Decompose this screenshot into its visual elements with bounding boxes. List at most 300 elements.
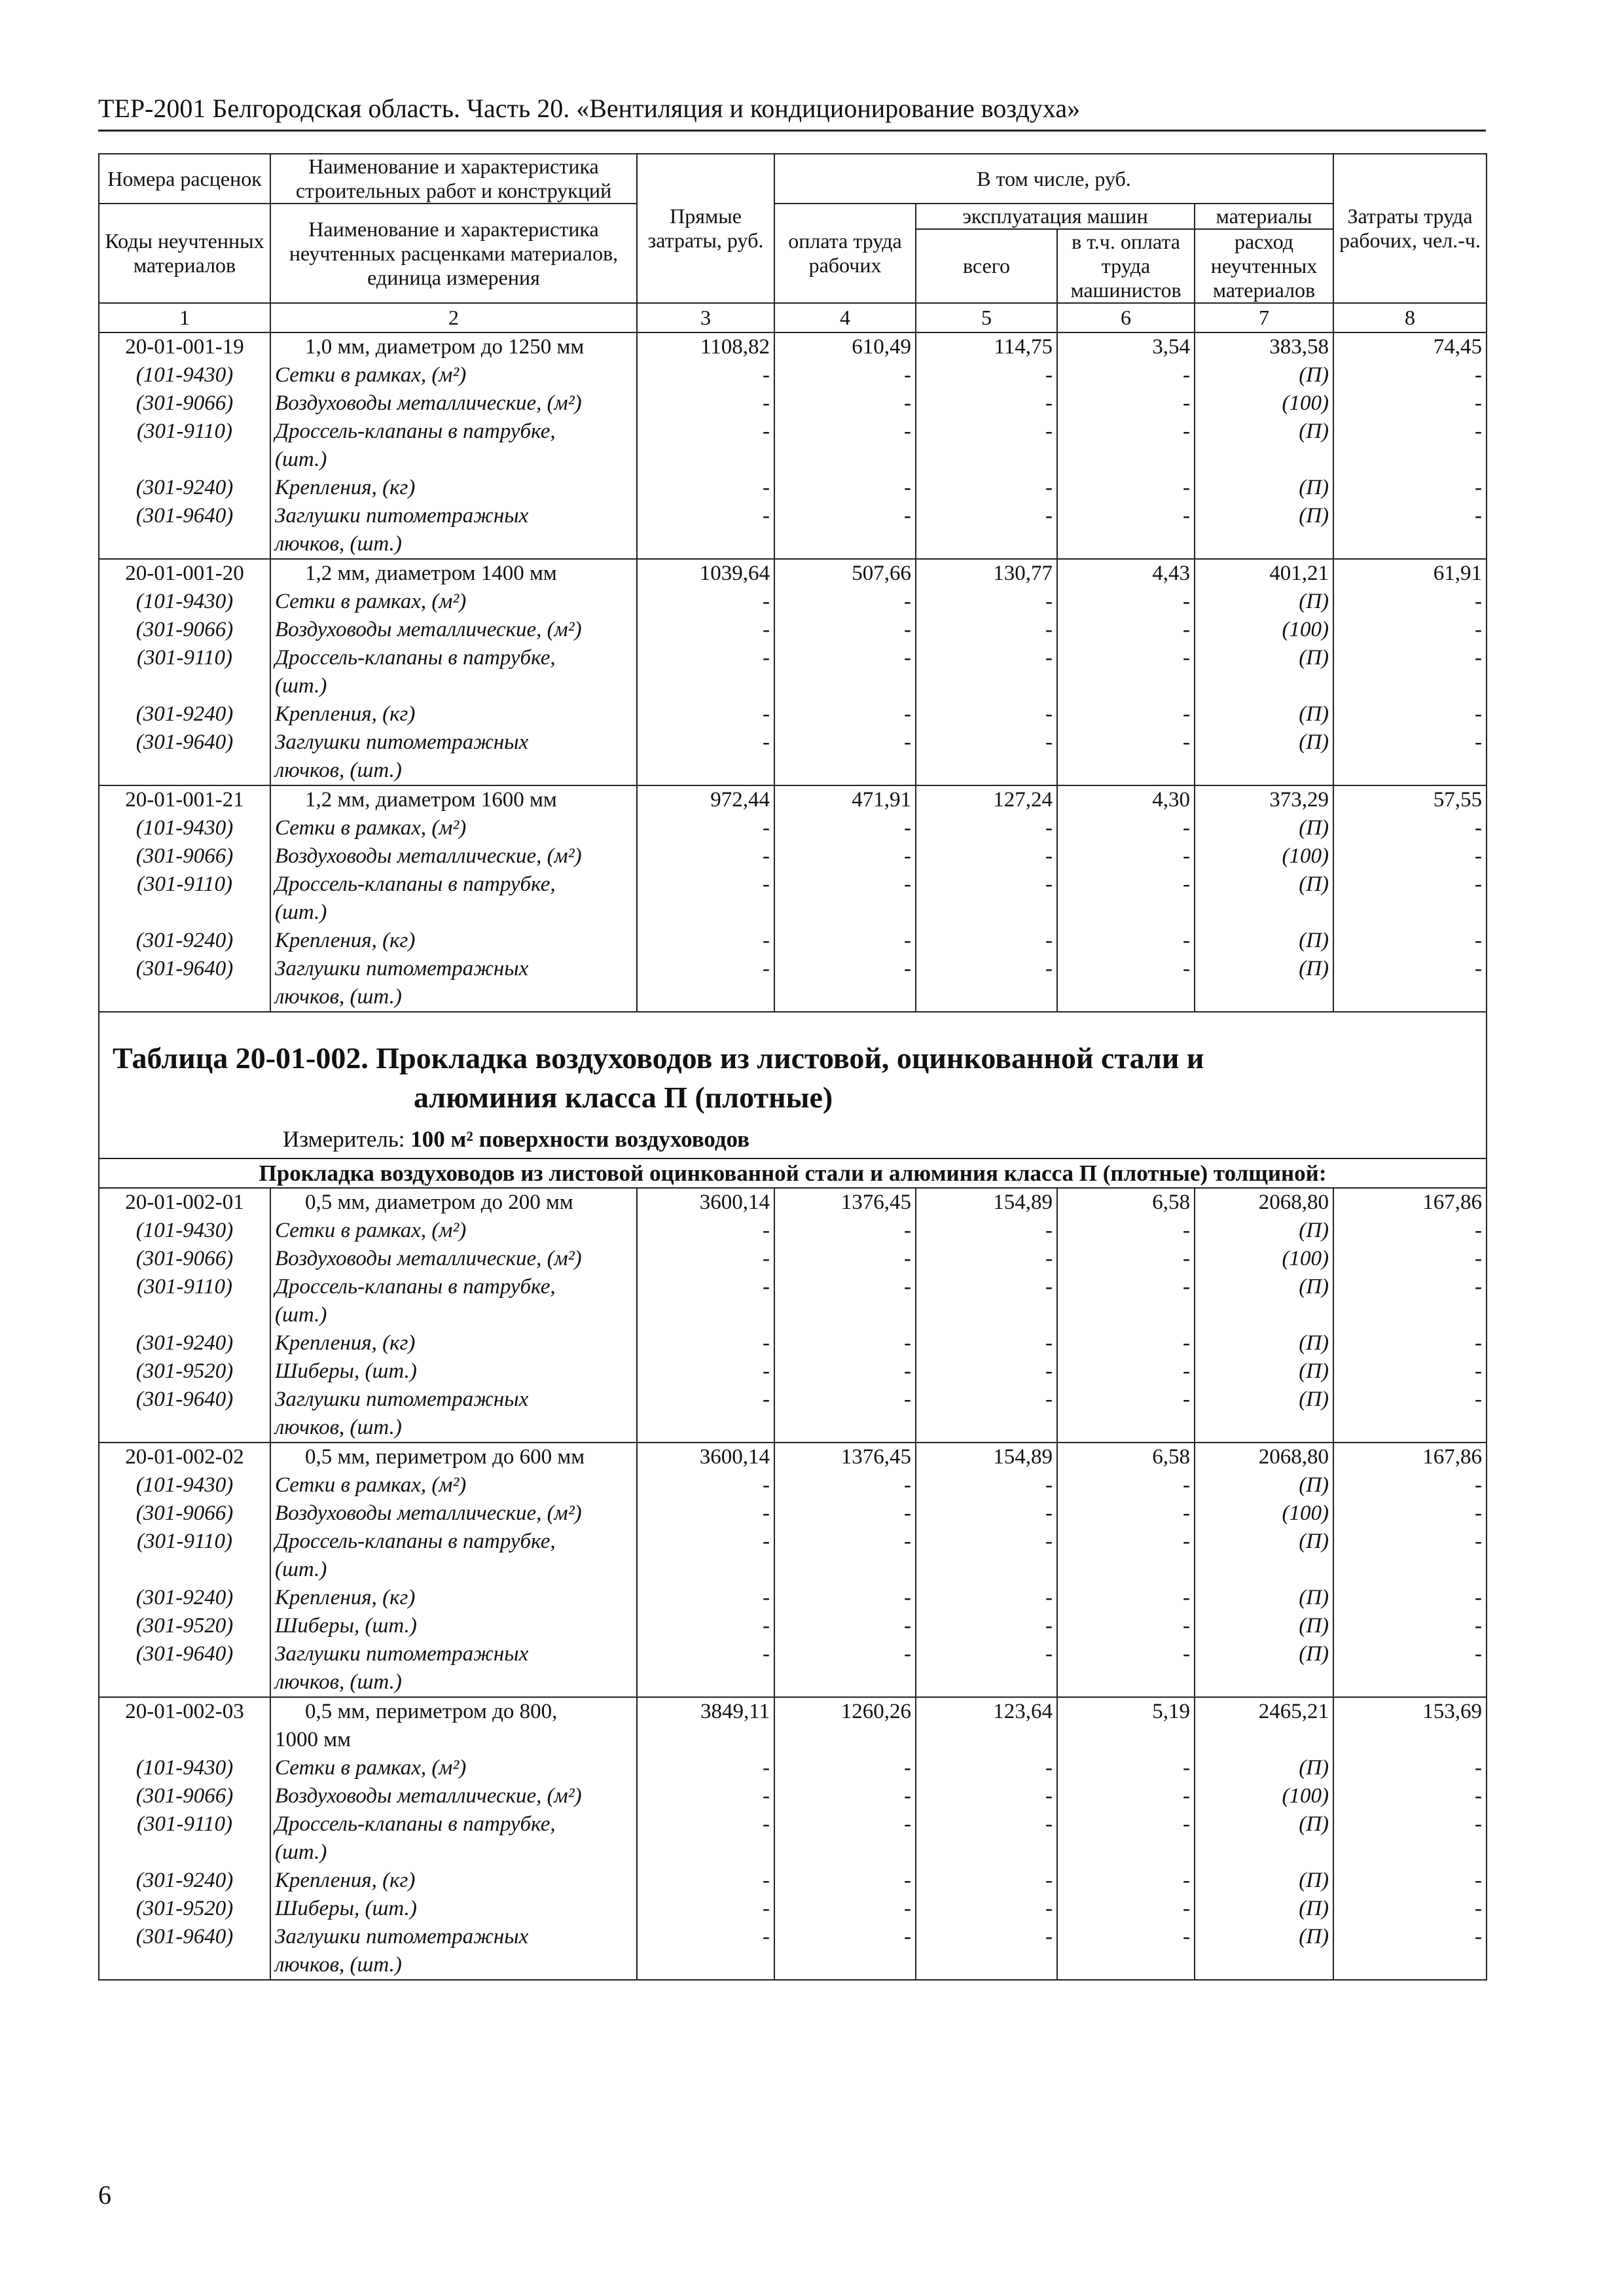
dash-cell: - [1057,1528,1195,1556]
dash-cell: - [1057,389,1195,418]
dash-cell: - [916,418,1057,446]
dash-cell: - [637,588,774,616]
dash-cell: - [1057,1386,1195,1414]
table-row-continuation [99,983,1487,1012]
dash-cell: - [637,1895,774,1923]
rate-value: 610,49 [774,332,916,361]
empty-cell [916,1301,1057,1329]
dash-cell: - [1057,361,1195,389]
empty-cell [99,1951,270,1980]
dash-cell: - [916,1357,1057,1386]
empty-cell [774,1951,916,1980]
table-row-material [99,870,1487,899]
empty-cell [637,446,774,474]
rate-value: 153,69 [1333,1697,1487,1726]
dash-cell: - [774,700,916,728]
empty-cell [99,1414,270,1443]
col-labor: оплата труда рабочих [774,204,916,303]
dash-cell: - [1333,1923,1487,1951]
empty-cell [637,1668,774,1697]
table-row-material [99,728,1487,757]
dash-cell: - [1333,1329,1487,1357]
material-name-continued: (шт.) [270,446,637,474]
material-code: (301-9240) [99,1584,270,1612]
dash-cell: - [1057,474,1195,502]
table-row-continuation [99,757,1487,785]
dash-cell: - [637,1640,774,1668]
dash-cell: - [637,955,774,983]
empty-cell [774,983,916,1012]
rate-value: 167,86 [1333,1443,1487,1471]
empty-cell [637,899,774,927]
dash-cell: - [1333,1386,1487,1414]
empty-cell [1057,983,1195,1012]
rate-value: 3600,14 [637,1443,774,1471]
dash-cell: - [1333,1584,1487,1612]
table-row-continuation [99,1726,1487,1754]
dash-cell: - [774,1923,916,1951]
material-code: (101-9430) [99,1754,270,1782]
empty-cell [774,672,916,700]
dash-cell: - [637,927,774,955]
material-name: Сетки в рамках, (м²) [270,588,637,616]
table-row-continuation [99,1839,1487,1867]
material-name: Крепления, (кг) [270,927,637,955]
table-row-material [99,1329,1487,1357]
dash-cell: - [1333,1895,1487,1923]
material-name: Сетки в рамках, (м²) [270,1217,637,1245]
table-row-material [99,1810,1487,1839]
page-number: 6 [98,2180,111,2210]
rate-name: 1,2 мм, диаметром 1400 мм [270,559,637,588]
dash-cell: - [916,1867,1057,1895]
dash-cell: - [916,1245,1057,1273]
rate-value: 130,77 [916,559,1057,588]
col-direct: Прямые затраты, руб. [637,154,774,303]
table-row-material [99,927,1487,955]
dash-cell: - [774,1754,916,1782]
empty-cell [1057,446,1195,474]
material-code: (301-9520) [99,1895,270,1923]
dash-cell: - [774,1386,916,1414]
dash-cell: - [916,389,1057,418]
material-name: Дроссель-клапаны в патрубке, [270,1273,637,1301]
material-code: (301-9110) [99,418,270,446]
dash-cell: - [637,1217,774,1245]
empty-cell [1333,1301,1487,1329]
col-name-bottom: Наименование и характеристика неучтенных расценками материалов, единица измерения [270,204,637,303]
empty-cell [774,1839,916,1867]
dash-cell: - [637,474,774,502]
empty-cell [1195,1951,1333,1980]
table-row-material [99,1245,1487,1273]
dash-cell: - [916,1273,1057,1301]
dash-cell: - [1057,418,1195,446]
material-qty: (П) [1195,1471,1333,1499]
dash-cell: - [774,1895,916,1923]
table-body-section-1 [99,332,1487,1012]
header-rule [98,130,1486,132]
rate-name: 0,5 мм, периметром до 600 мм [270,1443,637,1471]
empty-cell [637,1951,774,1980]
dash-cell: - [774,588,916,616]
table-row-rate [99,785,1487,814]
rate-name: 1,0 мм, диаметром до 1250 мм [270,332,637,361]
empty-cell [637,672,774,700]
column-numbers-row [99,303,1487,332]
material-code: (101-9430) [99,588,270,616]
material-code: (301-9640) [99,955,270,983]
dash-cell: - [637,728,774,757]
table-row-material [99,418,1487,446]
empty-cell [1333,1951,1487,1980]
col-name-top: Наименование и характеристика строительных работ и конструкций [270,154,637,204]
material-name-continued: (шт.) [270,899,637,927]
dash-cell: - [1333,870,1487,899]
material-code: (301-9240) [99,700,270,728]
dash-cell: - [1057,700,1195,728]
rate-value: 5,19 [1057,1697,1195,1726]
material-qty: (П) [1195,644,1333,672]
dash-cell: - [637,1329,774,1357]
col-number: 1 [99,303,270,332]
material-qty: (П) [1195,1867,1333,1895]
dash-cell: - [774,418,916,446]
dash-cell: - [637,1245,774,1273]
empty-cell [1333,1839,1487,1867]
dash-cell: - [637,1584,774,1612]
empty-cell [1333,446,1487,474]
empty-cell [774,899,916,927]
dash-cell: - [774,955,916,983]
rate-value: 1260,26 [774,1697,916,1726]
material-qty: (П) [1195,1640,1333,1668]
table-row-continuation [99,672,1487,700]
rate-value: 154,89 [916,1188,1057,1217]
empty-cell [1333,1414,1487,1443]
empty-cell [1057,899,1195,927]
empty-cell [1195,1301,1333,1329]
rate-code: 20-01-002-03 [99,1697,270,1726]
col-materials-unaccounted: расход неучтенных материалов [1195,229,1333,303]
dash-cell: - [637,361,774,389]
dash-cell: - [1057,927,1195,955]
empty-cell [637,530,774,559]
table-row-material [99,1386,1487,1414]
dash-cell: - [916,1499,1057,1528]
dash-cell: - [1333,955,1487,983]
material-name: Шиберы, (шт.) [270,1895,637,1923]
material-qty: (П) [1195,1810,1333,1839]
material-qty: (П) [1195,1754,1333,1782]
table-row-material [99,1217,1487,1245]
material-qty: (П) [1195,1584,1333,1612]
col-number: 5 [916,303,1057,332]
dash-cell: - [637,644,774,672]
material-code: (101-9430) [99,1471,270,1499]
rate-code: 20-01-001-21 [99,785,270,814]
material-code: (301-9066) [99,1245,270,1273]
dash-cell: - [1057,1895,1195,1923]
empty-cell [1333,1668,1487,1697]
dash-cell: - [916,1329,1057,1357]
dash-cell: - [1333,1867,1487,1895]
dash-cell: - [774,1329,916,1357]
material-code: (301-9640) [99,1386,270,1414]
empty-cell [1057,1668,1195,1697]
table-row-material [99,1640,1487,1668]
dash-cell: - [1333,842,1487,870]
table-row-continuation [99,1556,1487,1584]
empty-cell [1333,1556,1487,1584]
dash-cell: - [774,1528,916,1556]
dash-cell: - [637,1528,774,1556]
rate-value: 154,89 [916,1443,1057,1471]
material-qty: (П) [1195,1357,1333,1386]
material-code: (301-9240) [99,927,270,955]
rate-value: 3849,11 [637,1697,774,1726]
material-name: Заглушки питометражных [270,728,637,757]
empty-cell [637,757,774,785]
empty-cell [774,1668,916,1697]
empty-cell [1057,1951,1195,1980]
material-qty: (П) [1195,814,1333,842]
dash-cell: - [1057,870,1195,899]
dash-cell: - [1333,927,1487,955]
material-qty: (П) [1195,588,1333,616]
running-header: ТЕР-2001 Белгородская область. Часть 20. «Вентиляция и кондиционирование воздуха» [98,94,1081,123]
dash-cell: - [637,502,774,530]
dash-cell: - [1333,1612,1487,1640]
rate-value: 123,64 [916,1697,1057,1726]
empty-cell [1195,1668,1333,1697]
dash-cell: - [774,644,916,672]
rate-value: 74,45 [1333,332,1487,361]
col-worker-hours: Затраты труда рабочих, чел.-ч. [1333,154,1487,303]
material-name: Воздуховоды металлические, (м²) [270,616,637,644]
empty-cell [1333,672,1487,700]
dash-cell: - [637,814,774,842]
material-code: (301-9066) [99,1782,270,1810]
empty-cell [637,983,774,1012]
dash-cell: - [1057,1471,1195,1499]
dash-cell: - [774,728,916,757]
material-code: (301-9640) [99,502,270,530]
dash-cell: - [1333,814,1487,842]
material-name-continued: лючков, (шт.) [270,983,637,1012]
section-heading-block [99,1012,1487,1188]
empty-cell [1057,672,1195,700]
rate-code: 20-01-001-20 [99,559,270,588]
empty-cell [1333,1726,1487,1754]
table-row-continuation [99,1951,1487,1980]
rate-name: 1,2 мм, диаметром 1600 мм [270,785,637,814]
table-row-continuation [99,1668,1487,1697]
table-row-continuation [99,530,1487,559]
material-qty: (П) [1195,927,1333,955]
rate-value: 401,21 [1195,559,1333,588]
empty-cell [916,1839,1057,1867]
rate-code: 20-01-002-02 [99,1443,270,1471]
table-row-rate [99,1443,1487,1471]
material-name: Заглушки питометражных [270,502,637,530]
dash-cell: - [1057,1245,1195,1273]
material-code: (301-9240) [99,1867,270,1895]
material-qty: (100) [1195,616,1333,644]
table-row-material [99,1754,1487,1782]
material-name: Крепления, (кг) [270,474,637,502]
table-row-material [99,616,1487,644]
dash-cell: - [1057,1329,1195,1357]
dash-cell: - [774,1273,916,1301]
material-qty: (100) [1195,1245,1333,1273]
empty-cell [774,1301,916,1329]
material-qty: (100) [1195,842,1333,870]
rate-value: 507,66 [774,559,916,588]
dash-cell: - [1333,418,1487,446]
empty-cell [99,672,270,700]
material-name: Дроссель-клапаны в патрубке, [270,418,637,446]
material-name: Крепления, (кг) [270,1329,637,1357]
dash-cell: - [1057,1923,1195,1951]
dash-cell: - [637,842,774,870]
empty-cell [99,1726,270,1754]
empty-cell [1333,530,1487,559]
material-qty: (П) [1195,1895,1333,1923]
empty-cell [916,1951,1057,1980]
table-row-rate [99,1188,1487,1217]
material-name: Сетки в рамках, (м²) [270,1754,637,1782]
material-qty: (П) [1195,1528,1333,1556]
rate-value: 383,58 [1195,332,1333,361]
material-qty: (П) [1195,361,1333,389]
material-qty: (П) [1195,1386,1333,1414]
dash-cell: - [1333,1528,1487,1556]
dash-cell: - [1057,1273,1195,1301]
dash-cell: - [1057,728,1195,757]
rate-value: 1376,45 [774,1443,916,1471]
empty-cell [1057,530,1195,559]
dash-cell: - [1333,1499,1487,1528]
table-row-material [99,1584,1487,1612]
material-name: Заглушки питометражных [270,1640,637,1668]
dash-cell: - [774,1640,916,1668]
dash-cell: - [1333,616,1487,644]
dash-cell: - [1057,955,1195,983]
empty-cell [1195,530,1333,559]
material-name: Крепления, (кг) [270,1867,637,1895]
empty-cell [774,1726,916,1754]
dash-cell: - [774,1810,916,1839]
rate-value: 1108,82 [637,332,774,361]
material-name-continued: лючков, (шт.) [270,1951,637,1980]
material-name: Сетки в рамках, (м²) [270,814,637,842]
rate-value: 6,58 [1057,1443,1195,1471]
empty-cell [637,1556,774,1584]
material-code: (301-9640) [99,1923,270,1951]
dash-cell: - [916,1612,1057,1640]
col-code-bottom: Коды неучтенных материалов [99,204,270,303]
dash-cell: - [637,1612,774,1640]
material-name-continued: лючков, (шт.) [270,530,637,559]
empty-cell [1195,1556,1333,1584]
material-qty: (П) [1195,700,1333,728]
material-qty: (П) [1195,1612,1333,1640]
empty-cell [916,446,1057,474]
dash-cell: - [774,1499,916,1528]
empty-cell [916,1414,1057,1443]
col-number: 3 [637,303,774,332]
empty-cell [1195,899,1333,927]
dash-cell: - [1333,1217,1487,1245]
material-name: Крепления, (кг) [270,1584,637,1612]
rate-code: 20-01-001-19 [99,332,270,361]
dash-cell: - [916,588,1057,616]
dash-cell: - [916,1754,1057,1782]
material-name: Сетки в рамках, (м²) [270,361,637,389]
dash-cell: - [916,1584,1057,1612]
dash-cell: - [637,1923,774,1951]
dash-cell: - [774,616,916,644]
empty-cell [774,1556,916,1584]
material-name-continued: лючков, (шт.) [270,757,637,785]
material-code: (301-9110) [99,644,270,672]
empty-cell [1057,757,1195,785]
empty-cell [637,1414,774,1443]
dash-cell: - [916,1640,1057,1668]
dash-cell: - [916,1471,1057,1499]
material-name: Воздуховоды металлические, (м²) [270,1782,637,1810]
table-row-material [99,1895,1487,1923]
material-qty: (П) [1195,1217,1333,1245]
dash-cell: - [774,1471,916,1499]
table-row-material [99,1867,1487,1895]
dash-cell: - [1333,1471,1487,1499]
rate-value: 114,75 [916,332,1057,361]
empty-cell [916,530,1057,559]
material-qty: (П) [1195,955,1333,983]
dash-cell: - [916,814,1057,842]
rate-value: 972,44 [637,785,774,814]
empty-cell [99,1668,270,1697]
material-code: (301-9240) [99,474,270,502]
dash-cell: - [916,644,1057,672]
table-row-material [99,1357,1487,1386]
dash-cell: - [916,361,1057,389]
material-code: (301-9110) [99,1810,270,1839]
table-row-continuation [99,899,1487,927]
material-name: Дроссель-клапаны в патрубке, [270,870,637,899]
table-row-material [99,1499,1487,1528]
empty-cell [916,757,1057,785]
dash-cell: - [637,700,774,728]
empty-cell [99,530,270,559]
dash-cell: - [916,728,1057,757]
rate-value: 1376,45 [774,1188,916,1217]
dash-cell: - [774,502,916,530]
table-row-material [99,814,1487,842]
material-code: (301-9066) [99,842,270,870]
section-heading-cell [99,1012,1487,1158]
rate-value: 471,91 [774,785,916,814]
empty-cell [916,899,1057,927]
rate-name: 0,5 мм, диаметром до 200 мм [270,1188,637,1217]
dash-cell: - [637,1386,774,1414]
dash-cell: - [637,1499,774,1528]
dash-cell: - [1333,1782,1487,1810]
dash-cell: - [916,474,1057,502]
dash-cell: - [637,1357,774,1386]
